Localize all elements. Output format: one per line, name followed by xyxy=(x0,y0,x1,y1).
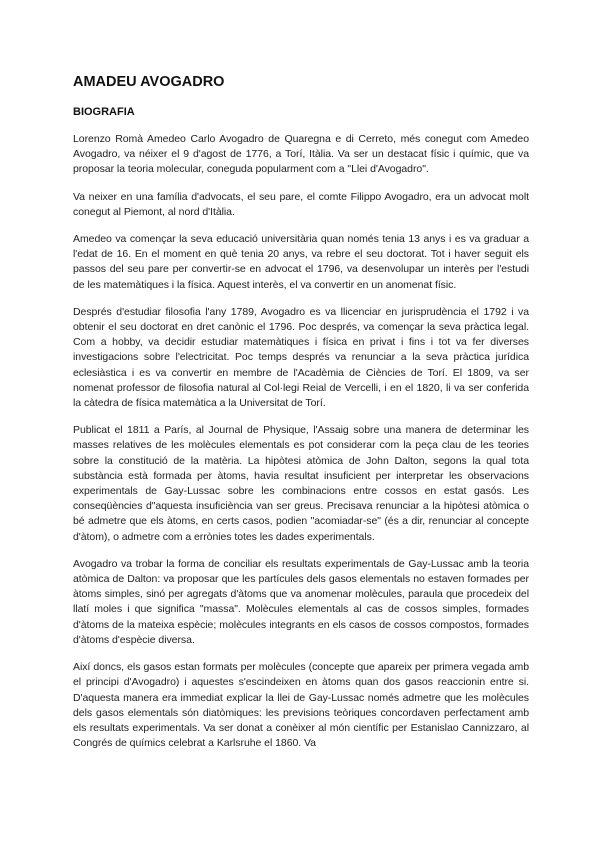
paragraph: Després d'estudiar filosofia l'any 1789, Avogadro es va llicenciar en jurisprudència el 1792 i va obtenir el seu doctorat en dret canònic el 1796. Poc després, va començar la seva pràctica legal. Com a hobby, va decidir estudiar matemàtiques i física en privat i fins i tot va fer diverses investigacions sobre l'electricitat. Poc temps després va renunciar a la seva pràctica jurídica eclesiàstica i es va convertir en membre de l'Acadèmia de Ciències de Torí. El 1809, va ser nomenat professor de filosofia natural al Col·legi Reial de Vercelli, i en el 1820, li va ser conferida la càtedra de física matemàtica a la Universitat de Torí. xyxy=(73,305,529,410)
paragraph: Així doncs, els gasos estan formats per molècules (concepte que apareix per primera vegada amb el principi d'Avogadro) i aquestes s'escindeixen en àtoms quan dos gasos reaccionin entre si. D'aquesta manera era immediat explicar la llei de Gay-Lussac només admetre que les molècules dels gasos elementals són diatòmiques: les previsions teòriques concordaven perfectament amb els resultats experimentals. Va ser donat a conèixer al món científic per Estanislao Cannizzaro, al Congrés de químics celebrat a Karlsruhe el 1860. Va xyxy=(73,661,529,750)
paragraph: Amedeo va començar la seva educació universitària quan només tenia 13 anys i es va graduar a l'edat de 16. En el moment en què tenia 20 anys, va rebre el seu doctorat. Tot i haver seguit els passos del seu pare per convertir-se en advocat el 1796, va desenvolupar un interès per l'estudi de les matemàtiques i la física. Aquest interès, el va convertir en un anomenat físic. xyxy=(73,233,529,291)
document-title: AMADEU AVOGADRO xyxy=(73,74,225,90)
paragraph: Publicat el 1811 a París, al Journal de Physique, l'Assaig sobre una manera de determinar les masses relatives de les molècules elementals es pot considerar com la peça clau de les teories sobre la constitució de la matèria. La hipòtesi atòmica de John Dalton, segons la qual tota substància està formada per àtoms, havia resultat insuficient per interpretar les observacions experimentals de Gay-Lussac sobre les combinacions entre cossos en estat gasós. Les conseqüències d"aquesta insuficiència van ser greus. Precisava renunciar a la hipòtesi atòmica o bé admetre que els àtoms, en certs casos, podien "acomiadar-se" (és a dir, renunciar al concepte d'àtom), o admetre com a errònies totes les dades experimentals. xyxy=(73,424,529,543)
paragraph: Avogadro va trobar la forma de conciliar els resultats experimentals de Gay-Lussac amb la teoria atòmica de Dalton: va proposar que les partícules dels gasos elementals no estaven formades per àtoms simples, sinó per agregats d'àtoms que va anomenar molècules, paraula que procedeix del llatí moles i que significa "massa". Molècules elementals al cas de cossos simples, formades d'àtoms de la mateixa espècie; molècules integrants en els casos de cossos compostos, formades d'àtoms d'espècie diversa. xyxy=(73,557,529,646)
document-page xyxy=(73,73,529,763)
paragraph: Va neixer en una família d'advocats, el seu pare, el comte Filippo Avogadro, era un advocat molt conegut al Piemont, al nord d'Itàlia. xyxy=(73,190,529,218)
paragraph: Lorenzo Romà Amedeo Carlo Avogadro de Quaregna e di Cerreto, més conegut com Amedeo Avogadro, va néixer el 9 d'agost de 1776, a Torí, Itàlia. Va ser un destacat físic i químic, que va proposar la teoria molecular, coneguda popularment com a "Llei d'Avogadro". xyxy=(73,133,529,176)
section-heading-biografia: BIOGRAFIA xyxy=(73,106,135,118)
